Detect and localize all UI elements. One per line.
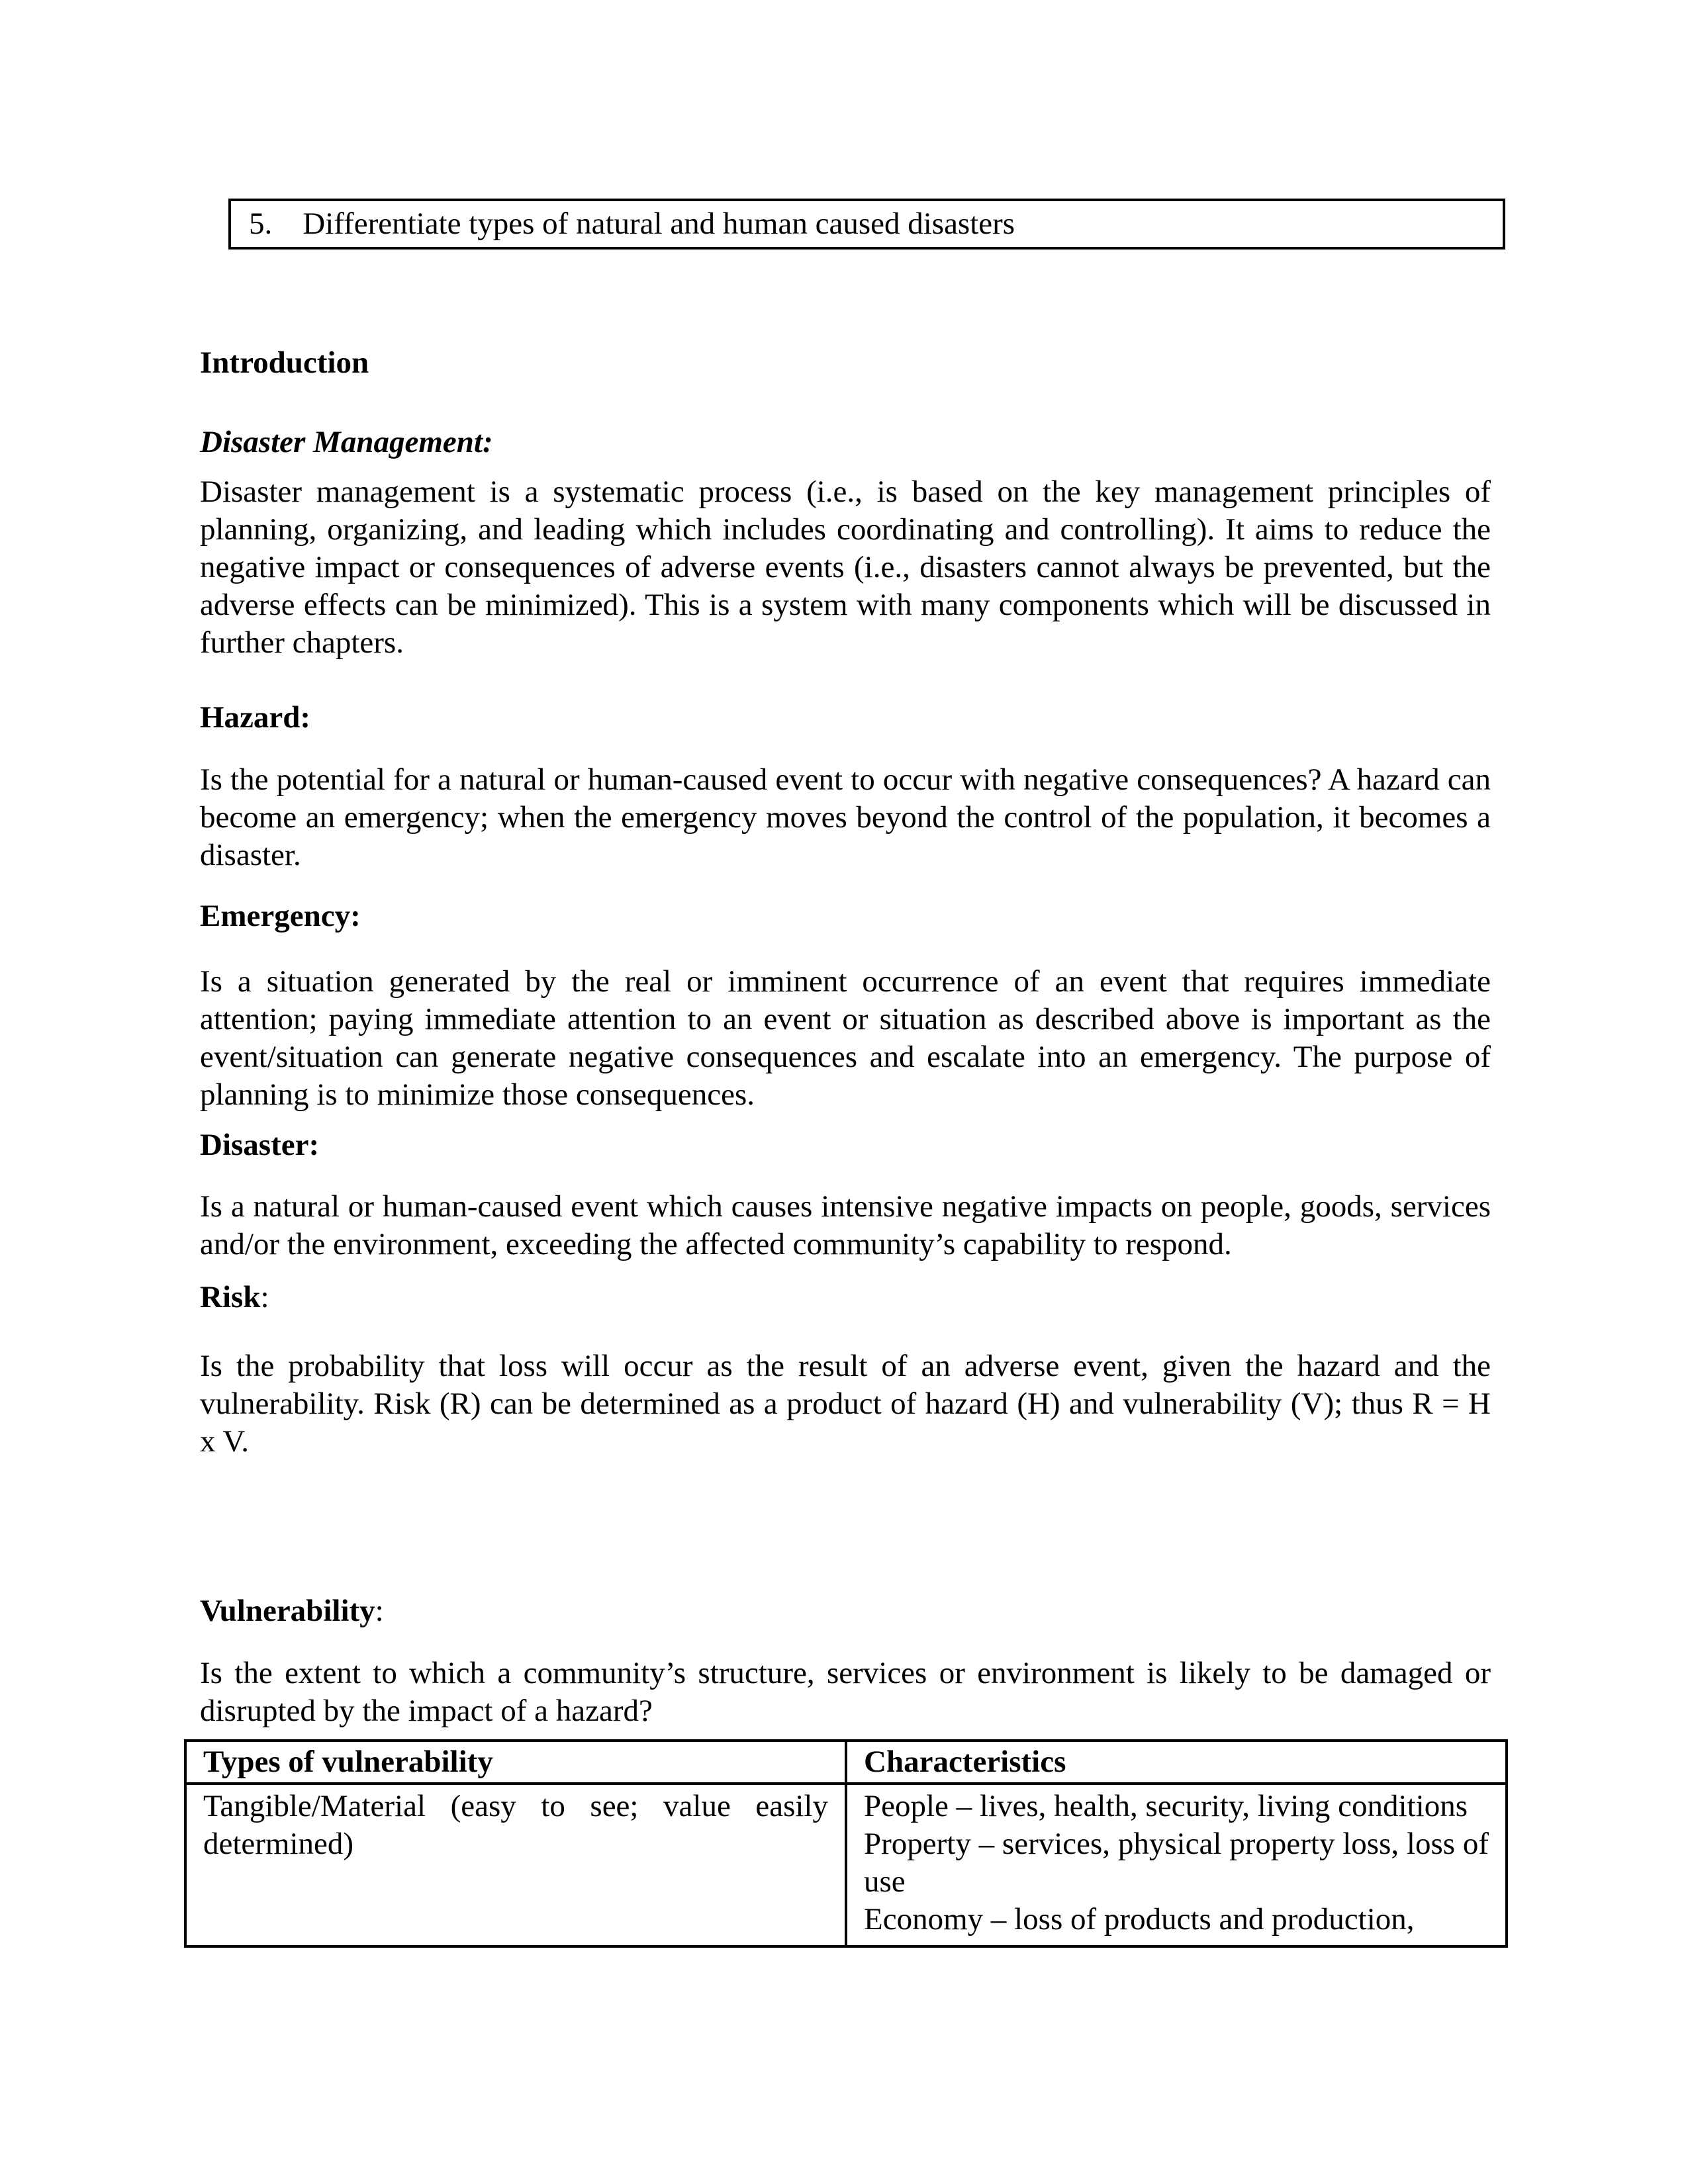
table-header-characteristics: Characteristics xyxy=(846,1741,1507,1784)
paragraph-emergency: Is a situation generated by the real or imminent occurrence of an event that requires immediate attention; paying immediate attention to an event or situation as described above is important as the event/situation can generate negative consequences and escalate into an emergency. The purpose of planning is to minimize those consequences. xyxy=(200,964,1491,1112)
heading-emergency: Emergency: xyxy=(200,899,361,933)
objective-text: Differentiate types of natural and human caused disasters xyxy=(303,206,1015,241)
cell-characteristics xyxy=(846,1784,1507,1946)
heading-vulnerability-word: Vulnerability xyxy=(200,1594,375,1628)
heading-risk-colon: : xyxy=(260,1280,269,1314)
objective-number: 5. xyxy=(249,206,273,241)
heading-risk xyxy=(200,1279,1491,1316)
characteristic-property: Property – services, physical property loss, loss of use xyxy=(864,1827,1489,1899)
vulnerability-type-text: Tangible/Material (easy to see; value easily determined) xyxy=(203,1789,828,1861)
characteristic-economy: Economy – loss of products and production, xyxy=(864,1902,1415,1936)
heading-disaster: Disaster: xyxy=(200,1128,320,1162)
paragraph-disaster: Is a natural or human-caused event which causes intensive negative impacts on people, goods, services and/or the environment, exceeding the affected community’s capability to respond. xyxy=(200,1189,1491,1261)
table-header-types: Types of vulnerability xyxy=(185,1741,846,1784)
objective-box xyxy=(228,199,1505,250)
heading-vulnerability xyxy=(200,1592,1491,1630)
vulnerability-table xyxy=(184,1739,1508,1948)
table-header-row xyxy=(185,1741,1507,1784)
paragraph-vulnerability: Is the extent to which a community’s structure, services or environment is likely to be damaged or disrupted by the impact of a hazard? xyxy=(200,1656,1491,1728)
characteristic-people: People – lives, health, security, living conditions xyxy=(864,1789,1468,1823)
paragraph-disaster-management: Disaster management is a systematic process (i.e., is based on the key management principles of planning, organizing, and leading which includes coordinating and controlling). It aims to reduce the negative impact or consequences of adverse events (i.e., disasters cannot always be prevented, but the adverse effects can be minimized). This is a system with many components which will be discussed in further chapters. xyxy=(200,475,1491,660)
heading-hazard: Hazard: xyxy=(200,700,311,735)
heading-disaster-management: Disaster Management: xyxy=(200,425,493,459)
paragraph-risk: Is the probability that loss will occur as the result of an adverse event, given the hazard and the vulnerability. Risk (R) can be determined as a product of hazard (H) and vulnerability (V); thus R = H x V. xyxy=(200,1349,1491,1459)
heading-introduction: Introduction xyxy=(200,345,369,380)
heading-risk-word: Risk xyxy=(200,1280,261,1314)
heading-vulnerability-colon: : xyxy=(375,1594,384,1628)
table-row xyxy=(185,1784,1507,1946)
paragraph-hazard: Is the potential for a natural or human-caused event to occur with negative consequences? A hazard can become an emergency; when the emergency moves beyond the control of the population, it becomes a disaster. xyxy=(200,762,1491,872)
cell-vulnerability-type xyxy=(185,1784,846,1946)
